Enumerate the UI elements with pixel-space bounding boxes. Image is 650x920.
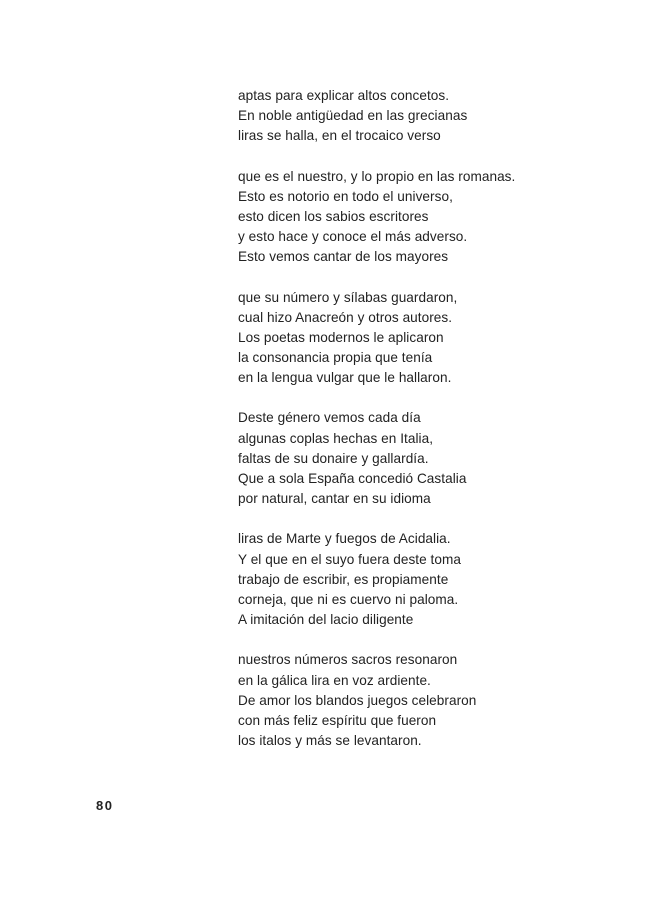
verse-line: Los poetas modernos le aplicaron <box>238 329 444 345</box>
verse-line: Esto vemos cantar de los mayores <box>238 249 449 265</box>
verse-line: cual hizo Anacreón y otros autores. <box>238 309 453 325</box>
verse-line: Que a sola España concedió Castalia <box>238 471 467 486</box>
verse-line: En noble antigüedad en las grecianas <box>238 108 468 124</box>
stanza-1 <box>238 86 638 147</box>
verse-line: corneja, que ni es cuervo ni paloma. <box>238 591 459 607</box>
verse-line: con más feliz espíritu que fueron <box>238 712 437 728</box>
verse-line: liras se halla, en el trocaico verso <box>238 128 441 144</box>
verse-line: De amor los blandos juegos celebraron <box>238 692 477 708</box>
stanza-6 <box>238 650 638 751</box>
verse-line: faltas de su donaire y gallardía. <box>238 450 429 466</box>
verse-line: aptas para explicar altos concetos. <box>238 88 450 103</box>
stanza-3 <box>238 288 638 389</box>
verse-line: Esto es notorio en todo el universo, <box>238 188 453 204</box>
page-number: 80 <box>96 798 114 813</box>
verse-line: nuestros números sacros resonaron <box>238 652 458 668</box>
poem-body <box>238 86 638 771</box>
verse-line: Deste género vemos cada día <box>238 410 421 426</box>
verse-line: la consonancia propia que tenía <box>238 350 433 366</box>
verse-line: que es el nuestro, y lo propio en las romanas. <box>238 168 516 184</box>
verse-line: algunas coplas hechas en Italia, <box>238 430 434 446</box>
verse-line: los italos y más se levantaron. <box>238 733 422 749</box>
stanza-4 <box>238 408 638 509</box>
verse-line: que su número y sílabas guardaron, <box>238 289 458 305</box>
verse-line: y esto hace y conoce el más adverso. <box>238 229 468 245</box>
verse-line: A imitación del lacio diligente <box>238 612 414 628</box>
stanza-2 <box>238 167 638 268</box>
verse-line: en la lengua vulgar que le hallaron. <box>238 370 452 386</box>
verse-line: liras de Marte y fuegos de Acidalia. <box>238 531 451 547</box>
verse-line: esto dicen los sabios escritores <box>238 208 429 224</box>
verse-line: en la gálica lira en voz ardiente. <box>238 672 431 688</box>
stanza-5 <box>238 529 638 630</box>
verse-line: Y el que en el suyo fuera deste toma <box>238 551 461 567</box>
verse-line: por natural, cantar en su idioma <box>238 491 431 507</box>
verse-line: trabajo de escribir, es propiamente <box>238 571 449 587</box>
